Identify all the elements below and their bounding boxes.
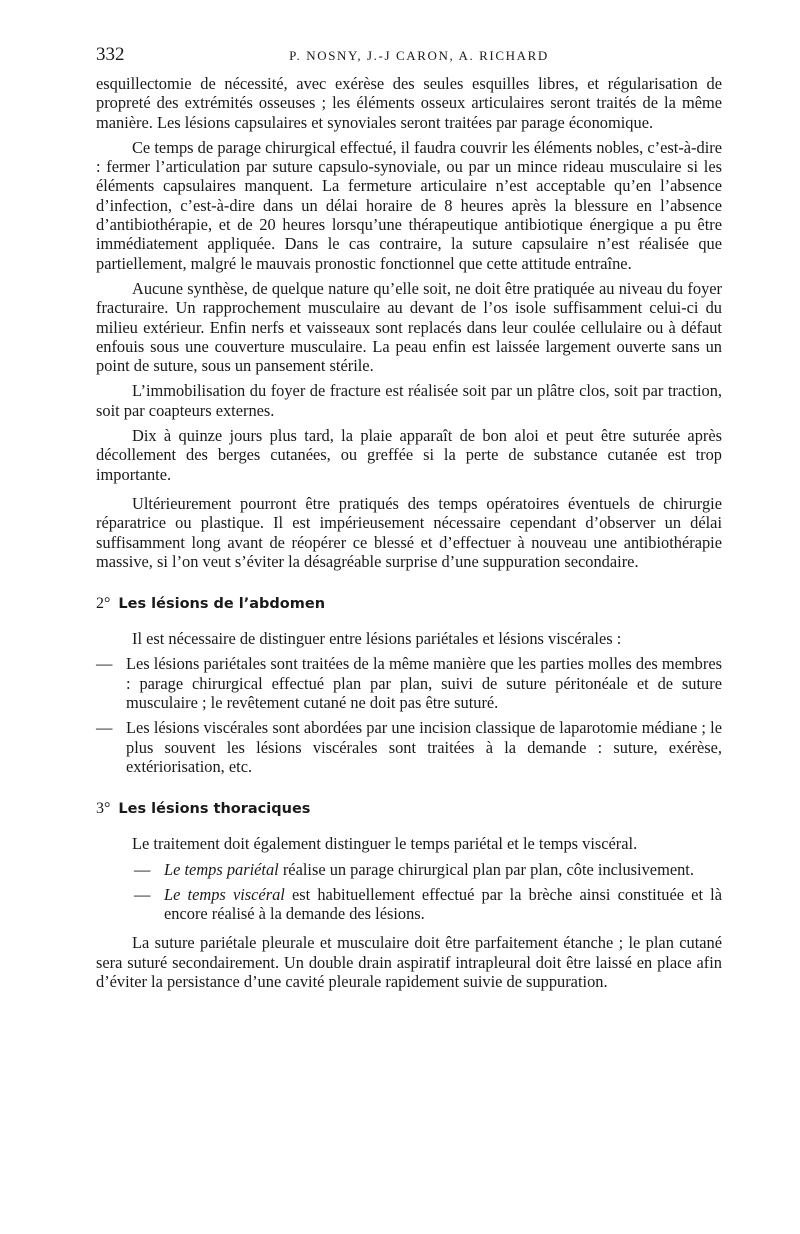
- dash-marker: —: [134, 884, 151, 904]
- dash-marker: —: [96, 654, 113, 674]
- list-item-text: réalise un parage chirurgical plan par plan, côte inclusivement.: [278, 859, 694, 879]
- section-number: 2°: [96, 595, 111, 613]
- section-title: Les lésions thoraciques: [118, 801, 311, 818]
- section-heading-abdomen: [96, 595, 722, 613]
- section-title: Les lésions de l’abdomen: [118, 596, 326, 613]
- list-item-text: est habituellement effectué par la brèche ainsi constituée et là encore réalisé à la demande des lésions.: [164, 884, 722, 924]
- dash-marker: —: [134, 859, 151, 879]
- list-item-emphasis: Le temps pariétal: [164, 859, 279, 879]
- dash-marker: —: [96, 718, 113, 738]
- section-intro: Il est nécessaire de distinguer entre lésions pariétales et lésions viscérales :: [132, 629, 622, 649]
- list-item: [96, 860, 722, 879]
- list-item: [96, 718, 722, 776]
- list-item-text: Les lésions viscérales sont abordées par une incision classique de laparotomie médiane ; le plus souvent les lésions viscérales sont traitées à la demande : suture, exérèse, extériorisation, etc.: [126, 718, 722, 776]
- list-item-emphasis: Le temps viscéral: [164, 884, 285, 904]
- paragraph-2: Ce temps de parage chirurgical effectué, il faudra couvrir les éléments nobles, c’est-à-dire : fermer l’articulation par suture capsulo-synoviale, ou par un mince rideau musculaire si les éléments capsulaires manquent. La fermeture articulaire n’est acceptable qu’en l’absence d’infection, c’est-à-dire dans un délai horaire de 8 heures après la blessure en l’absence d’antibiothérapie, et de 20 heures lorsqu’une thérapeutique antibiotique énergique a pu être immédiatement appliquée. Dans le cas contraire, la suture capsulaire n’est réalisée que partiellement, malgré le mauvais pronostic fonctionnel que cette attitude entraîne.: [96, 137, 722, 273]
- section-number: 3°: [96, 800, 111, 818]
- running-head: P. NOSNY, J.-J CARON, A. RICHARD: [289, 48, 549, 63]
- page-header: [96, 44, 722, 74]
- page: [96, 44, 722, 991]
- page-number: 332: [96, 44, 125, 65]
- paragraph-3: Aucune synthèse, de quelque nature qu’elle soit, ne doit être pratiquée au niveau du foyer fracturaire. Un rapprochement musculaire au devant de l’os isole suffisamment celui-ci du milieu extérieur. Enfin nerfs et vaisseaux sont replacés dans leur coulée cellulaire ou à défaut enfouis sous une couverture musculaire. La peau enfin est laissée largement ouverte sans un point de suture, sous un pansement stérile.: [96, 278, 722, 376]
- section-heading-thorax: [96, 800, 722, 818]
- paragraph-1: esquillectomie de nécessité, avec exérèse des seules esquilles libres, et régularisation de propreté des extrémités osseuses ; les éléments osseux articulaires seront traités de la même manière. Les lésions capsulaires et synoviales seront traitées par parage économique.: [96, 74, 722, 132]
- list-item-text: Les lésions pariétales sont traitées de la même manière que les parties molles des membres : parage chirurgical effectué plan par plan, suivi de suture péritonéale et de suture musculaire ; le revêtement cutané ne doit pas être suturé.: [126, 654, 722, 713]
- list-item: [96, 654, 722, 712]
- paragraph-4: L’immobilisation du foyer de fracture est réalisée soit par un plâtre clos, soit par traction, soit par coapteurs externes.: [96, 381, 722, 420]
- list-item: [96, 885, 722, 924]
- paragraph-5: Dix à quinze jours plus tard, la plaie apparaît de bon aloi et peut être suturée après décollement des berges cutanées, ou greffée si la perte de substance cutanée est trop importante.: [96, 426, 722, 484]
- closing-paragraph: La suture pariétale pleurale et musculaire doit être parfaitement étanche ; le plan cutané sera suturé secondairement. Un double drain aspiratif intrapleural doit être laissé en place afin d’éviter la persistance d’une cavité pleurale rapidement suivie de suppuration.: [96, 933, 722, 991]
- section-intro: Le traitement doit également distinguer le temps pariétal et le temps viscéral.: [132, 834, 638, 854]
- paragraph-6: Ultérieurement pourront être pratiqués des temps opératoires éventuels de chirurgie réparatrice ou plastique. Il est impérieusement nécessaire cependant d’observer un délai suffisamment long avant de réopérer ce blessé et d’effectuer à nouveau une antibiothérapie massive, si l’on veut s’éviter la désagréable surprise d’une suppuration secondaire.: [96, 493, 722, 571]
